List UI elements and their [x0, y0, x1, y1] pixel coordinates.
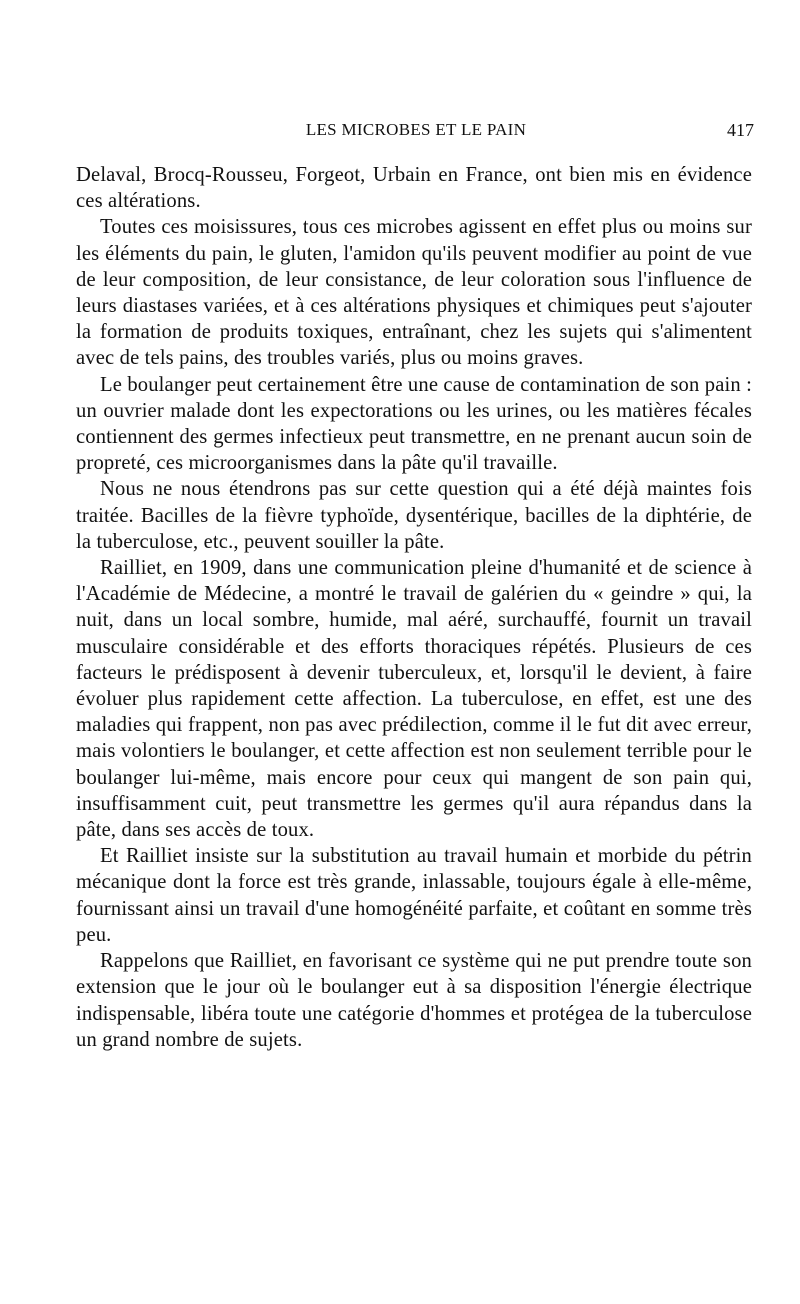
paragraph-1: Delaval, Brocq-Rousseu, Forgeot, Urbain en France, ont bien mis en évidence ces altérations.: [76, 164, 752, 213]
running-title: LES MICROBES ET LE PAIN: [305, 120, 527, 139]
body-text: [76, 162, 752, 1053]
paragraph-3: Le boulanger peut certainement être une cause de contamination de son pain : un ouvrier malade dont les expectorations ou les urines, ou les matières fécales contiennent des germes infectieux peut transmettre, en ne prenant aucun soin de propreté, ces microorganismes dans la pâte qu'il travaille.: [76, 373, 752, 475]
page-number: 417: [727, 120, 754, 140]
paragraph-4: Nous ne nous étendrons pas sur cette question qui a été déjà maintes fois traitée. Bacilles de la fièvre typhoïde, dysentérique, bacilles de la diphtérie, de la tuberculose, etc., peuvent souiller la pâte.: [76, 478, 752, 553]
paragraph-7: Rappelons que Railliet, en favorisant ce système qui ne put prendre toute son extension que le jour où le boulanger eut à sa disposition l'énergie électrique indispensable, libéra toute une catégorie d'hommes et protégea de la tuberculose un grand nombre de sujets.: [76, 950, 752, 1051]
paragraph-2: Toutes ces moisissures, tous ces microbes agissent en effet plus ou moins sur les éléments du pain, le gluten, l'amidon qu'ils peuvent modifier au point de vue de leur composition, de leur consistance, de leur coloration sous l'influence de leurs diastases variées, et à ces altérations physiques et chimiques peut s'ajouter la formation de produits toxiques, entraînant, chez les sujets qui s'alimentent avec de tels pains, des troubles variés, plus ou moins graves.: [76, 216, 752, 370]
paragraph-6: Et Railliet insiste sur la substitution au travail humain et morbide du pétrin mécanique dont la force est très grande, inlassable, toujours égale à elle-même, fournissant ainsi un travail d'une homogénéité parfaite, et coûtant en somme très peu.: [76, 845, 752, 946]
running-head: [76, 118, 756, 146]
paragraph-5: Railliet, en 1909, dans une communication pleine d'humanité et de science à l'Académie de Médecine, a montré le travail de galérien du « geindre » qui, la nuit, dans un local sombre, humide, mal aéré, surchauffé, fournit un travail musculaire considérable et des efforts thoraciques répétés. Plusieurs de ces facteurs le prédisposent à devenir tuberculeux, et, lorsqu'il le devient, à faire évoluer plus rapidement cette affection. La tuberculose, en effet, est une des maladies qui frappent, non pas avec prédilection, comme il le fut dit avec erreur, mais volontiers le boulanger, et cette affection est non seulement terrible pour le boulanger lui-même, mais encore pour ceux qui mangent de son pain qui, insuffisamment cuit, peut transmettre les germes qu'il aura répandus dans la pâte, dans ses accès de toux.: [76, 557, 752, 842]
